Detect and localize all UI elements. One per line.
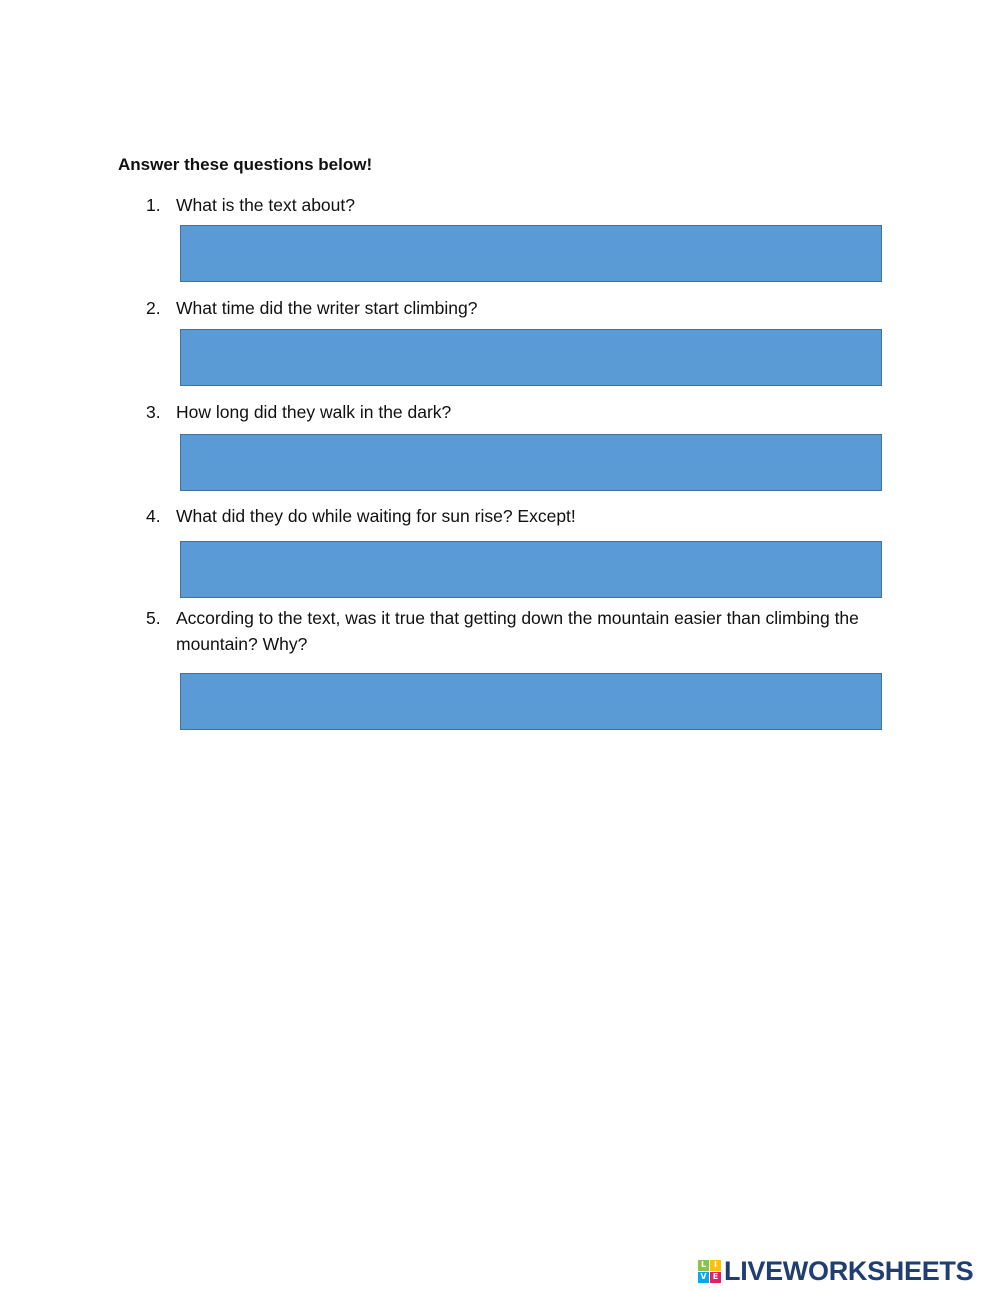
question-text: What did they do while waiting for sun rise? Except!: [176, 506, 576, 526]
logo-letter: E: [710, 1272, 721, 1283]
answer-box-5[interactable]: [180, 673, 882, 730]
question-text: What time did the writer start climbing?: [176, 298, 478, 318]
logo-letter: V: [698, 1272, 709, 1283]
answer-box-3[interactable]: [180, 434, 882, 491]
question-text: How long did they walk in the dark?: [176, 402, 452, 422]
question-number: 4.: [146, 506, 161, 526]
answer-box-1[interactable]: [180, 225, 882, 282]
question-2: [146, 295, 886, 321]
liveworksheets-logo[interactable]: [698, 1256, 973, 1286]
answer-box-2[interactable]: [180, 329, 882, 386]
question-text: What is the text about?: [176, 195, 355, 215]
logo-mark-icon: [698, 1260, 721, 1283]
question-number: 5.: [146, 608, 161, 628]
question-number: 2.: [146, 298, 161, 318]
question-4: [146, 503, 886, 529]
question-1: [146, 192, 886, 218]
logo-letter: I: [710, 1260, 721, 1271]
question-3: [146, 399, 886, 425]
question-5: [146, 605, 886, 657]
answer-box-4[interactable]: [180, 541, 882, 598]
worksheet-heading: Answer these questions below!: [118, 155, 373, 174]
question-number: 3.: [146, 402, 161, 422]
question-text: According to the text, was it true that getting down the mountain easier than climbing the mountain? Why?: [176, 608, 859, 654]
logo-letter: L: [698, 1260, 709, 1271]
logo-wordmark: LIVEWORKSHEETS: [724, 1255, 974, 1286]
question-number: 1.: [146, 195, 161, 215]
